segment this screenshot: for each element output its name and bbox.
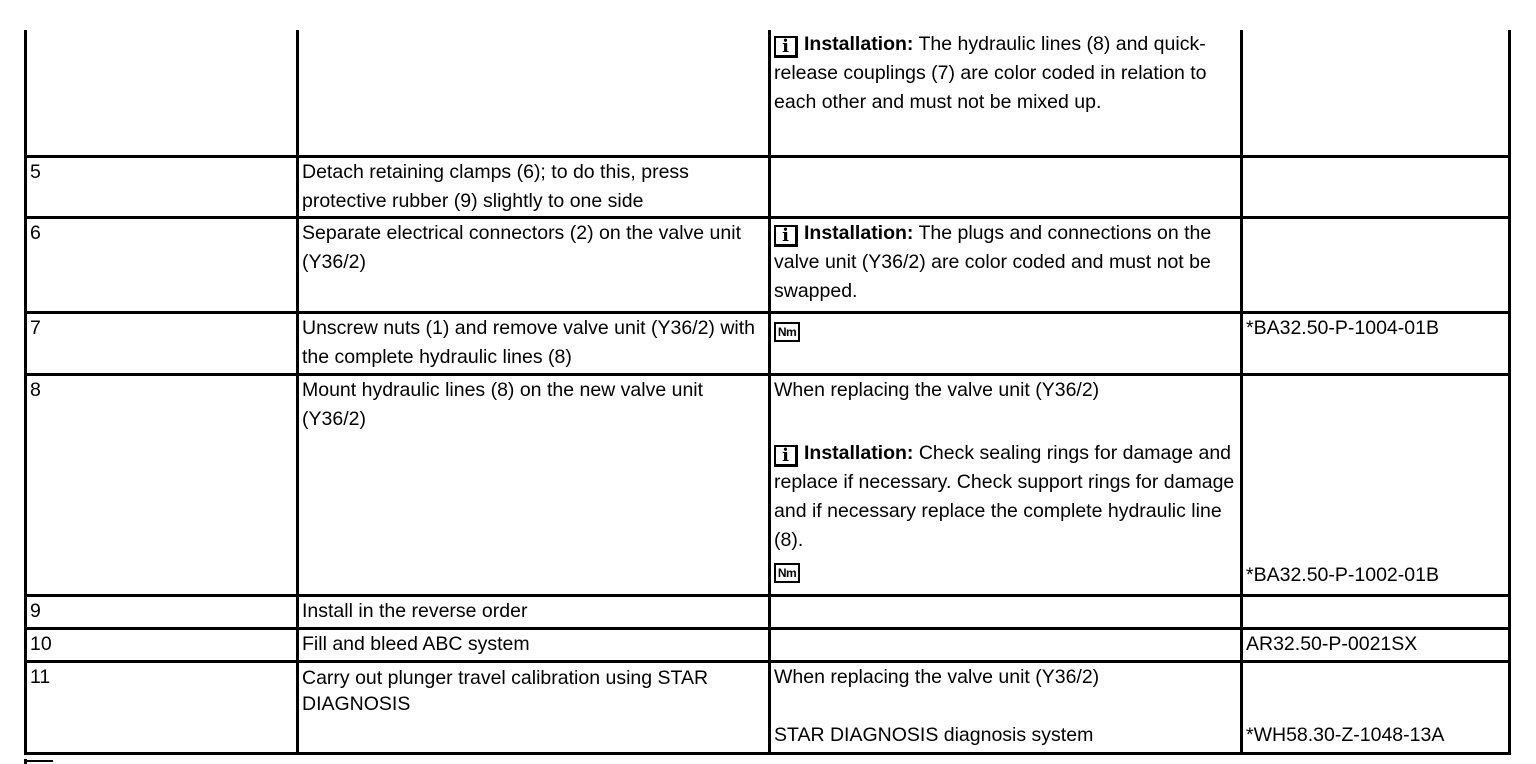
info-icon: i <box>774 225 798 247</box>
note-cell <box>770 374 1242 595</box>
action-cell: Detach retaining clamps (6); to do this, press protective rubber (9) slightly to one side <box>298 156 770 217</box>
reference-cell[interactable] <box>1242 628 1510 661</box>
procedure-table <box>24 30 1511 755</box>
action-cell <box>298 30 770 156</box>
installation-label: Installation: <box>804 441 914 464</box>
action-cell: Install in the reverse order <box>298 595 770 628</box>
page-edge-marker <box>27 760 53 762</box>
info-icon: i <box>774 445 798 467</box>
torque-nm-icon: Nm <box>774 322 800 342</box>
tool-text: STAR DIAGNOSIS diagnosis system <box>774 723 1094 746</box>
installation-text: The plugs and connections on the valve unit (Y36/2) are color coded and must not be swapped. <box>774 221 1212 302</box>
reference-cell <box>1242 595 1510 628</box>
note-cell <box>770 595 1242 628</box>
reference-cell <box>1242 30 1510 156</box>
installation-label: Installation: <box>804 33 914 55</box>
action-cell: Unscrew nuts (1) and remove valve unit (Y36/2) with the complete hydraulic lines (8) <box>298 312 770 374</box>
note-cell <box>770 628 1242 661</box>
step-cell: 11 <box>26 661 298 753</box>
step-cell: 10 <box>26 628 298 661</box>
reference-cell[interactable] <box>1242 374 1510 595</box>
action-cell: Separate electrical connectors (2) on the valve unit (Y36/2) <box>298 217 770 312</box>
reference-cell <box>1242 156 1510 217</box>
reference-link[interactable]: AR32.50-P-0021SX <box>1246 632 1418 655</box>
installation-label: Installation: <box>804 221 914 244</box>
table-row <box>26 217 1510 312</box>
table-row <box>26 156 1510 217</box>
step-cell <box>26 30 298 156</box>
step-cell: 9 <box>26 595 298 628</box>
step-cell: 8 <box>26 374 298 595</box>
note-cell <box>770 312 1242 374</box>
note-cell <box>770 217 1242 312</box>
action-cell: Mount hydraulic lines (8) on the new valve unit (Y36/2) <box>298 374 770 595</box>
table-row <box>26 595 1510 628</box>
note-cell <box>770 661 1242 753</box>
reference-link[interactable]: *BA32.50-P-1002-01B <box>1246 563 1439 586</box>
installation-text: Check sealing rings for damage and replace if necessary. Check support rings for damage and if necessary replace the complete hydraulic line (8). <box>774 441 1235 551</box>
condition-text: When replacing the valve unit (Y36/2) <box>774 378 1100 401</box>
torque-nm-icon: Nm <box>774 563 800 583</box>
reference-link[interactable]: *WH58.30-Z-1048-13A <box>1246 723 1445 746</box>
table-row <box>26 661 1510 753</box>
reference-link[interactable]: *BA32.50-P-1004-01B <box>1246 316 1439 339</box>
action-cell: Carry out plunger travel calibration using STAR DIAGNOSIS <box>298 661 770 753</box>
info-icon: i <box>774 36 798 58</box>
table-row <box>26 312 1510 374</box>
step-cell: 5 <box>26 156 298 217</box>
action-cell: Fill and bleed ABC system <box>298 628 770 661</box>
installation-text: The hydraulic lines (8) and quick-release couplings (7) are color coded in relation to each other and must not be mixed up. <box>774 33 1207 113</box>
note-cell <box>770 156 1242 217</box>
step-cell: 7 <box>26 312 298 374</box>
table-row <box>26 30 1510 156</box>
reference-cell[interactable] <box>1242 312 1510 374</box>
step-cell: 6 <box>26 217 298 312</box>
table-row <box>26 374 1510 595</box>
condition-text: When replacing the valve unit (Y36/2) <box>774 665 1100 688</box>
table-row <box>26 628 1510 661</box>
reference-cell[interactable] <box>1242 661 1510 753</box>
note-cell <box>770 30 1242 156</box>
reference-cell <box>1242 217 1510 312</box>
